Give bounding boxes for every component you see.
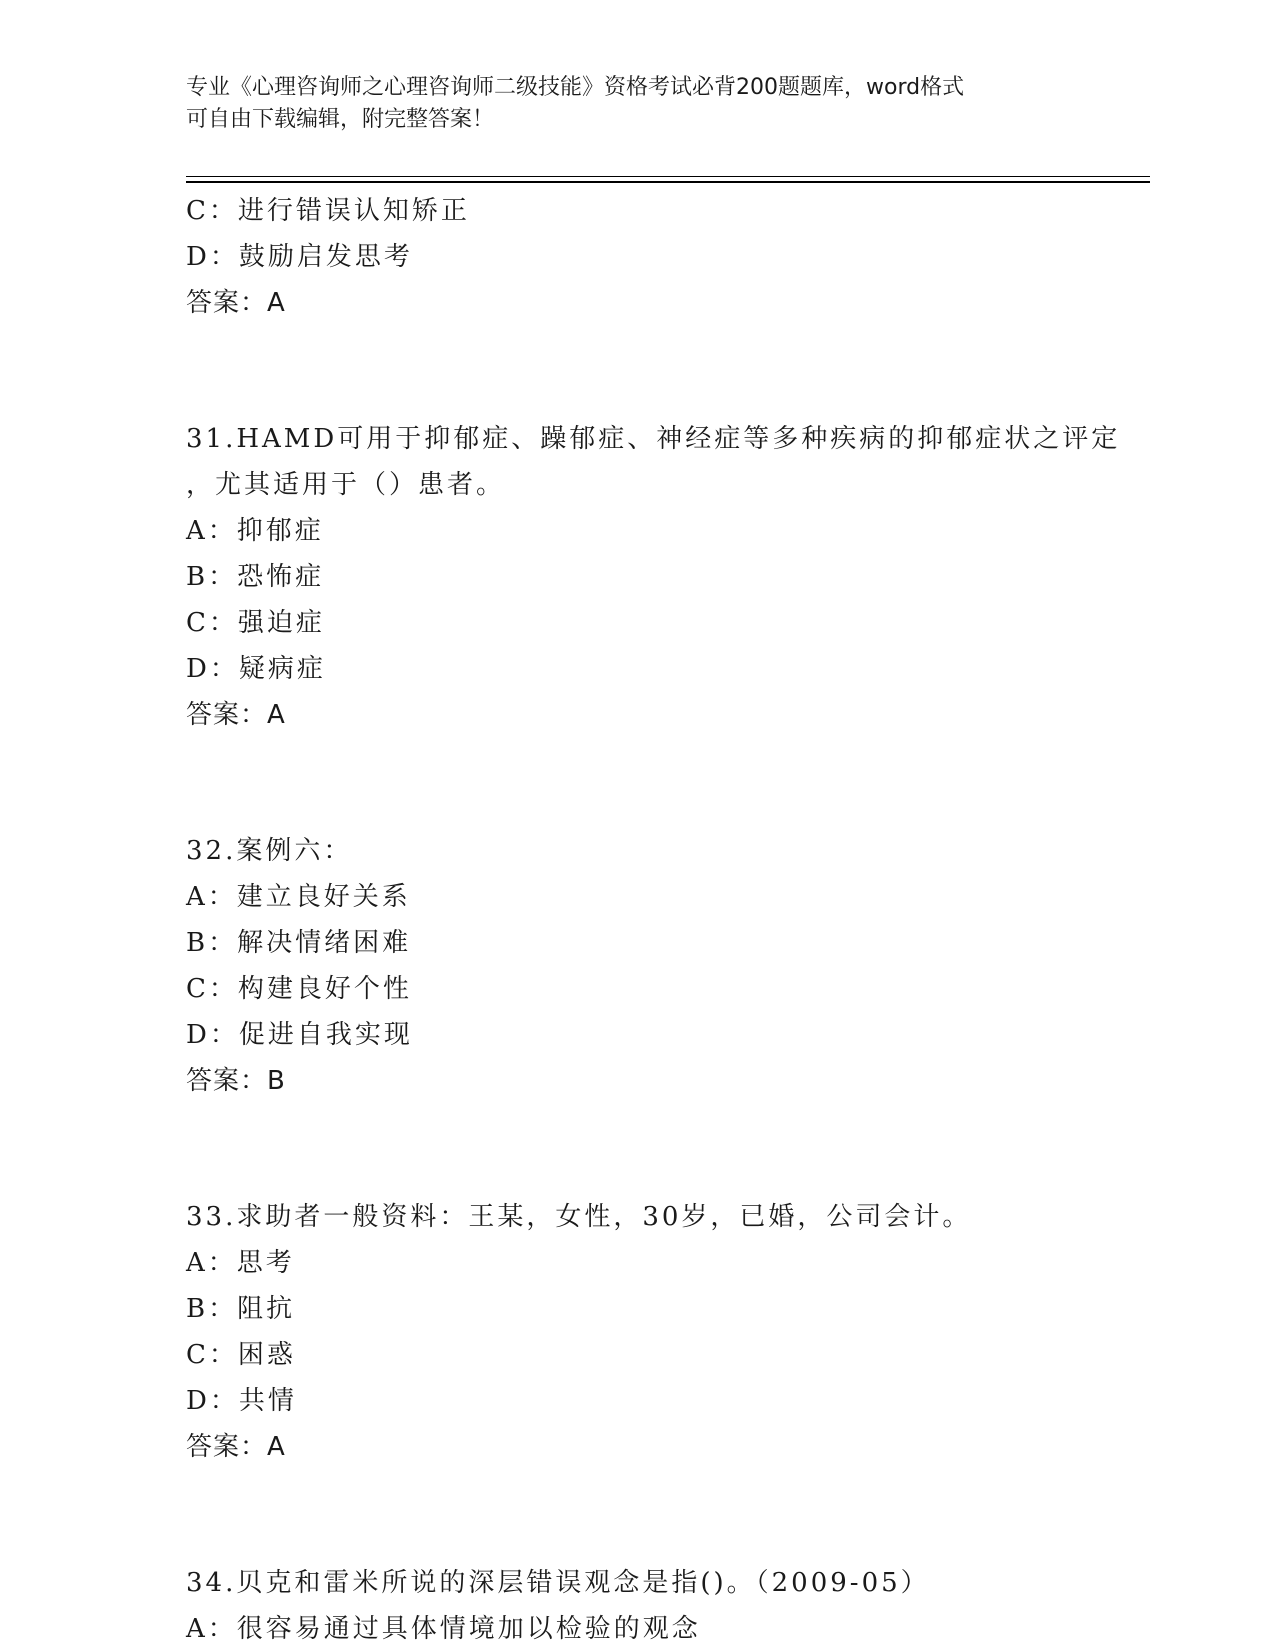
answer-line: 答案：A	[186, 288, 286, 318]
question-body	[186, 188, 1121, 1652]
answer-line: 答案：A	[186, 1432, 286, 1462]
option-line: C：进行错误认知矫正	[186, 196, 470, 226]
option-a: A：很容易通过具体情境加以检验的观念	[186, 1614, 701, 1644]
option-a: A：建立良好关系	[186, 882, 411, 912]
question-31	[186, 416, 1121, 738]
header-divider-thin	[186, 176, 1150, 177]
answer-line: 答案：A	[186, 700, 286, 730]
spacer	[186, 738, 1106, 828]
question-text-continued: ，尤其适用于（）患者。	[186, 470, 506, 500]
answer-line: 答案：B	[186, 1066, 286, 1096]
option-b: B：解决情绪困难	[186, 928, 412, 958]
header-divider-thick	[186, 181, 1150, 183]
question-text: 34.贝克和雷米所说的深层错误观念是指()。（2009-05）	[186, 1568, 930, 1598]
spacer	[186, 326, 1106, 416]
option-b: B：恐怖症	[186, 562, 325, 592]
question-text: 33.求助者一般资料：王某，女性，30岁，已婚，公司会计。	[186, 1202, 972, 1232]
question-text: 31.HAMD可用于抑郁症、躁郁症、神经症等多种疾病的抑郁症状之评定	[186, 424, 1121, 454]
header-line-2: 可自由下载编辑，附完整答案！	[186, 107, 495, 132]
question-32	[186, 828, 1106, 1104]
option-d: D：促进自我实现	[186, 1020, 413, 1050]
document-header	[186, 72, 1086, 136]
option-c: C：构建良好个性	[186, 974, 412, 1004]
option-a: A：思考	[186, 1248, 295, 1278]
question-34	[186, 1560, 1106, 1652]
header-line-1: 专业《心理咨询师之心理咨询师二级技能》资格考试必背200题题库，word格式	[186, 75, 965, 100]
option-c: C：困惑	[186, 1340, 296, 1370]
option-d: D：共情	[186, 1386, 297, 1416]
option-b: B：阻抗	[186, 1294, 296, 1324]
option-a: A：抑郁症	[186, 516, 324, 546]
question-text: 32.案例六：	[186, 836, 353, 866]
option-line: D：鼓励启发思考	[186, 242, 413, 272]
spacer	[186, 1104, 1106, 1194]
question-33	[186, 1194, 1106, 1470]
option-c: C：强迫症	[186, 608, 325, 638]
option-d: D：疑病症	[186, 654, 326, 684]
spacer	[186, 1470, 1106, 1560]
